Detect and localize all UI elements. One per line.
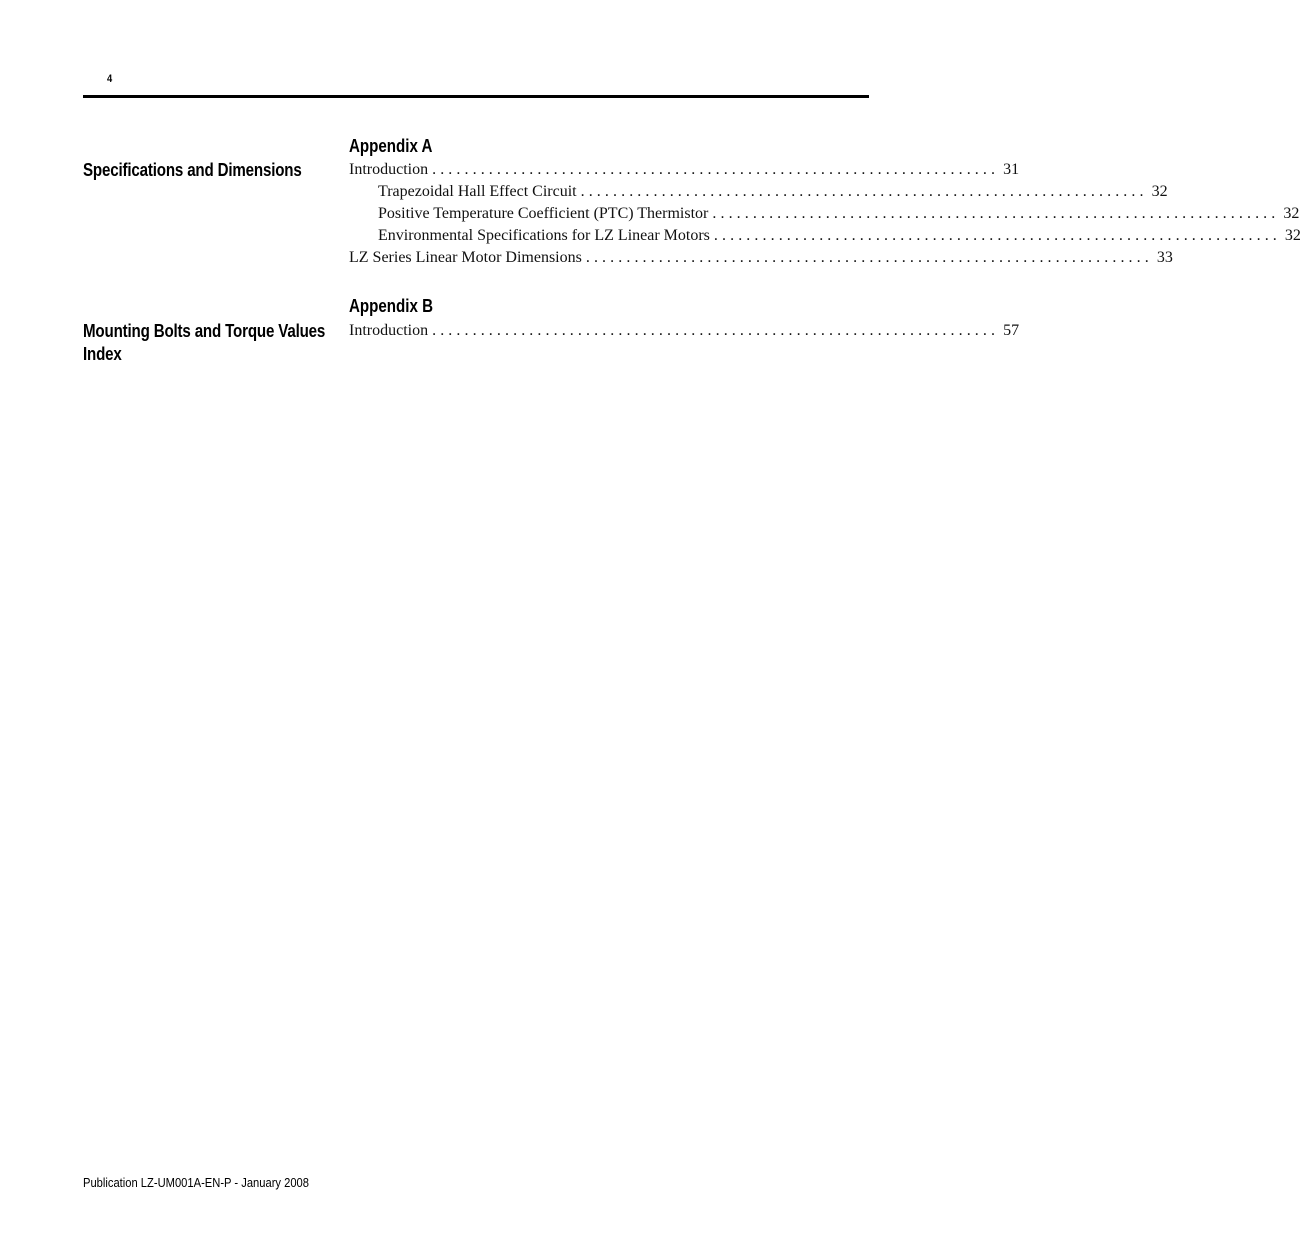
toc-entry-label: Environmental Specifications for LZ Linear Motors [378, 227, 710, 244]
toc-entry-page: 57 [1003, 322, 1020, 339]
toc-entry-environmental-specs[interactable] [378, 227, 1301, 249]
toc-entry-hall-effect[interactable] [378, 183, 1168, 205]
appendix-a-heading: Appendix A [349, 136, 433, 156]
publication-footer: Publication LZ-UM001A-EN-P - January 2008 [83, 1175, 309, 1190]
toc-entry-page: 31 [1003, 161, 1020, 178]
toc-entry-ptc-thermistor[interactable] [378, 205, 1300, 227]
toc-entry-page: 33 [1156, 249, 1173, 266]
toc-leader: ...................................................................... [580, 183, 1148, 200]
section-title-specifications: Specifications and Dimensions [83, 160, 302, 180]
toc-leader: ...................................................................... [432, 161, 1000, 178]
toc-leader: ...................................................................... [713, 227, 1281, 244]
toc-entry-label: LZ Series Linear Motor Dimensions [349, 249, 582, 266]
toc-entry-label: Introduction [349, 161, 429, 178]
section-title-mounting-bolts: Mounting Bolts and Torque Values [83, 321, 326, 341]
toc-entry-introduction-a[interactable] [349, 161, 1020, 183]
toc-entry-introduction-b[interactable] [349, 322, 1020, 344]
toc-entry-page: 32 [1151, 183, 1168, 200]
toc-entry-label: Positive Temperature Coefficient (PTC) Thermistor [378, 205, 709, 222]
header-rule [83, 95, 869, 98]
page-number: 4 [107, 73, 113, 85]
toc-entry-page: 32 [1283, 205, 1300, 222]
appendix-b-heading: Appendix B [349, 296, 434, 316]
section-title-index: Index [83, 344, 122, 364]
toc-leader: ...................................................................... [712, 205, 1280, 222]
toc-entry-motor-dimensions[interactable] [349, 249, 1173, 271]
toc-leader: ...................................................................... [585, 249, 1153, 266]
toc-entry-page: 32 [1284, 227, 1301, 244]
toc-entry-label: Introduction [349, 322, 429, 339]
toc-entry-label: Trapezoidal Hall Effect Circuit [378, 183, 577, 200]
toc-leader: ...................................................................... [432, 322, 1000, 339]
